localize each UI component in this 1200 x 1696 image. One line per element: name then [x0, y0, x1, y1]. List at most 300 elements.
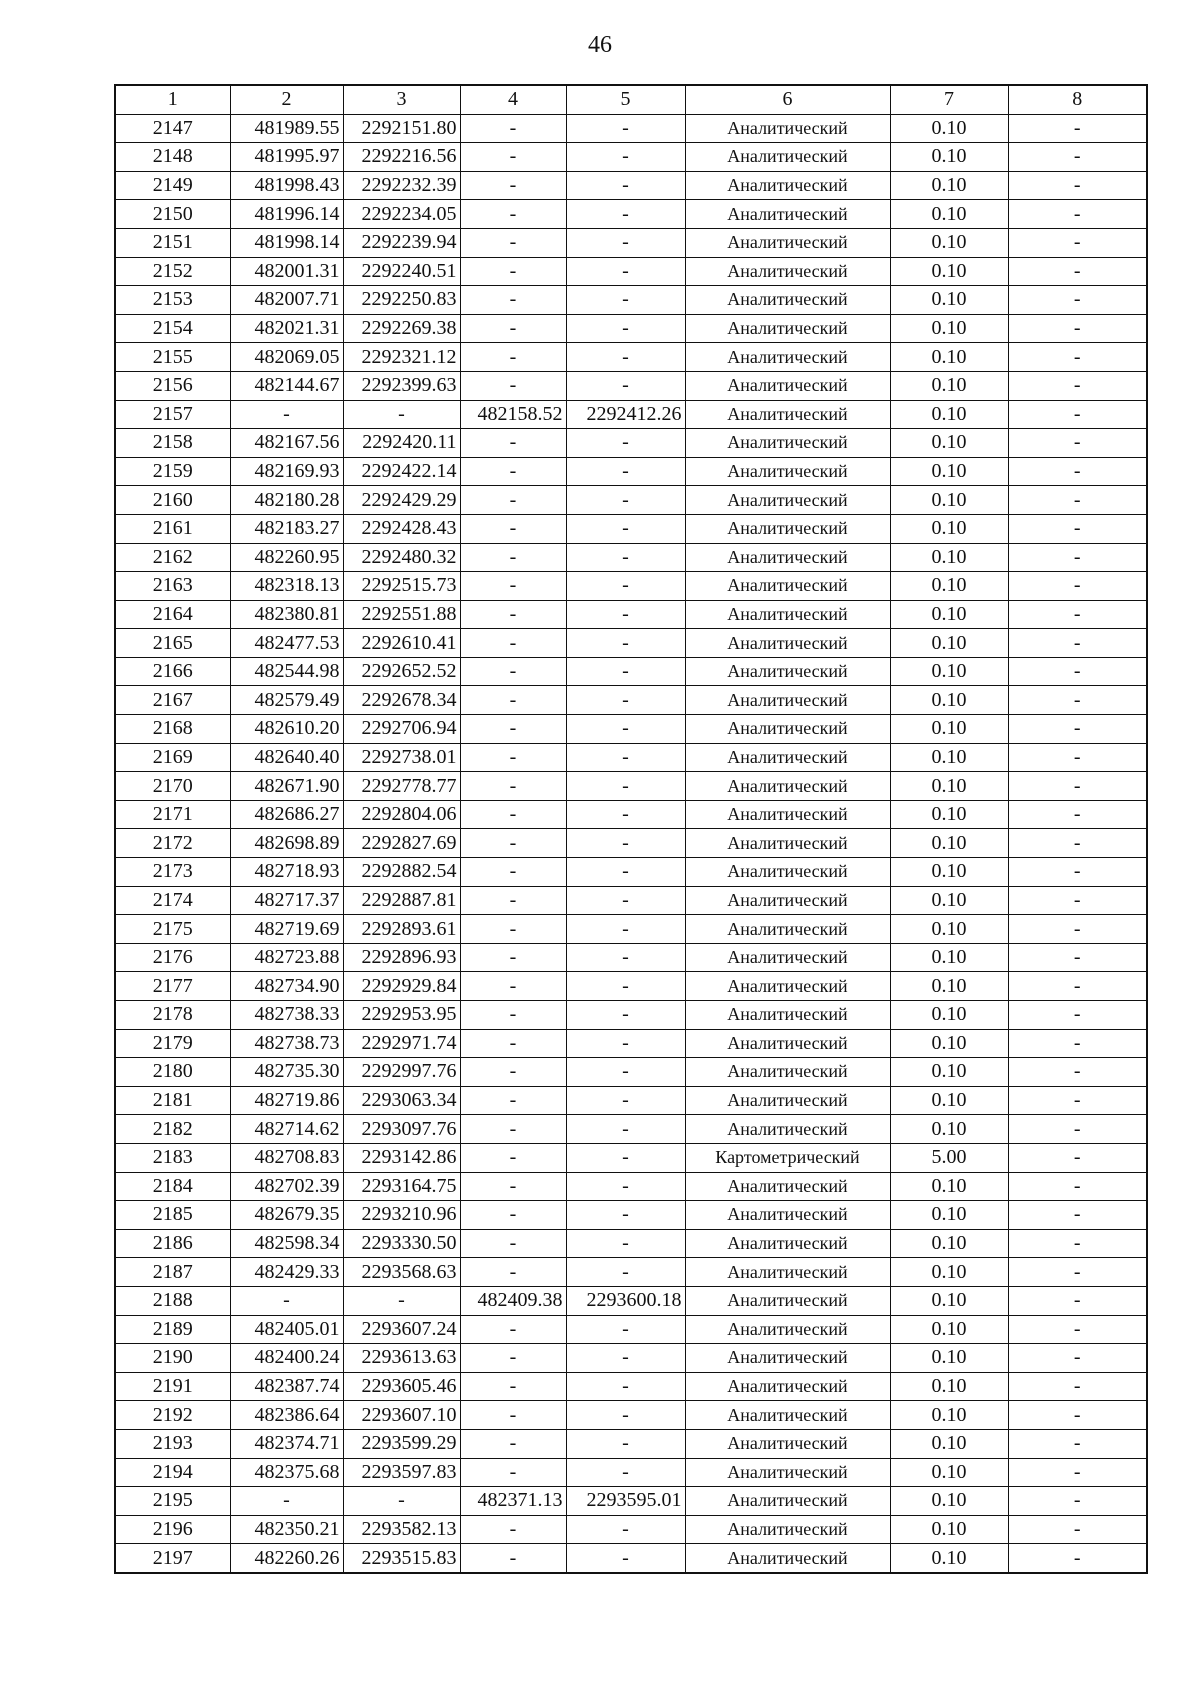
x-coordinate-cell: 482719.86 — [230, 1086, 343, 1115]
point-number-cell: 2180 — [115, 1058, 230, 1087]
point-number-cell: 2164 — [115, 600, 230, 629]
description-cell: - — [1008, 343, 1147, 372]
x-coordinate-cell: 482180.28 — [230, 486, 343, 515]
method-cell: Аналитический — [685, 1487, 890, 1516]
x-new-cell: - — [460, 200, 566, 229]
method-cell: Аналитический — [685, 1429, 890, 1458]
y-coordinate-cell: 2292678.34 — [343, 686, 460, 715]
accuracy-cell: 0.10 — [890, 228, 1008, 257]
x-new-cell: - — [460, 314, 566, 343]
y-coordinate-cell: 2292480.32 — [343, 543, 460, 572]
y-coordinate-cell: 2292551.88 — [343, 600, 460, 629]
table-row — [115, 1172, 1147, 1201]
x-new-cell: - — [460, 829, 566, 858]
x-new-cell: - — [460, 1086, 566, 1115]
description-cell: - — [1008, 1315, 1147, 1344]
y-new-cell: - — [566, 858, 685, 887]
y-new-cell: - — [566, 657, 685, 686]
method-cell: Аналитический — [685, 1001, 890, 1030]
y-coordinate-cell: - — [343, 1286, 460, 1315]
y-coordinate-cell: 2292887.81 — [343, 886, 460, 915]
method-cell: Аналитический — [685, 486, 890, 515]
y-coordinate-cell: 2292971.74 — [343, 1029, 460, 1058]
x-coordinate-cell: 482579.49 — [230, 686, 343, 715]
x-new-cell: - — [460, 629, 566, 658]
accuracy-cell: 0.10 — [890, 858, 1008, 887]
method-cell: Аналитический — [685, 1344, 890, 1373]
y-coordinate-cell: 2292953.95 — [343, 1001, 460, 1030]
table-row — [115, 1029, 1147, 1058]
x-coordinate-cell: 482169.93 — [230, 457, 343, 486]
y-coordinate-cell: 2293568.63 — [343, 1258, 460, 1287]
description-cell: - — [1008, 1344, 1147, 1373]
table-row — [115, 772, 1147, 801]
accuracy-cell: 0.10 — [890, 543, 1008, 572]
description-cell: - — [1008, 600, 1147, 629]
method-cell: Аналитический — [685, 800, 890, 829]
x-new-cell: - — [460, 1401, 566, 1430]
y-coordinate-cell: 2292706.94 — [343, 715, 460, 744]
y-coordinate-cell: 2292429.29 — [343, 486, 460, 515]
method-cell: Аналитический — [685, 1401, 890, 1430]
coordinates-table — [114, 84, 1148, 1574]
point-number-cell: 2188 — [115, 1286, 230, 1315]
y-coordinate-cell: 2292239.94 — [343, 228, 460, 257]
y-new-cell: - — [566, 972, 685, 1001]
method-cell: Аналитический — [685, 1315, 890, 1344]
method-cell: Аналитический — [685, 943, 890, 972]
table-row — [115, 400, 1147, 429]
page-number: 46 — [588, 32, 612, 58]
y-coordinate-cell: 2293330.50 — [343, 1229, 460, 1258]
x-coordinate-cell: 482698.89 — [230, 829, 343, 858]
table-row — [115, 200, 1147, 229]
table-row — [115, 171, 1147, 200]
x-new-cell: - — [460, 800, 566, 829]
x-coordinate-cell: 482598.34 — [230, 1229, 343, 1258]
y-coordinate-cell: 2293515.83 — [343, 1544, 460, 1573]
x-new-cell: - — [460, 772, 566, 801]
method-cell: Аналитический — [685, 829, 890, 858]
y-new-cell: - — [566, 686, 685, 715]
description-cell: - — [1008, 1115, 1147, 1144]
x-coordinate-cell: 482610.20 — [230, 715, 343, 744]
point-number-cell: 2196 — [115, 1515, 230, 1544]
table-row — [115, 1058, 1147, 1087]
x-coordinate-cell: 482429.33 — [230, 1258, 343, 1287]
method-cell: Аналитический — [685, 1458, 890, 1487]
table-row — [115, 1429, 1147, 1458]
column-header: 3 — [343, 85, 460, 114]
description-cell: - — [1008, 572, 1147, 601]
point-number-cell: 2171 — [115, 800, 230, 829]
x-new-cell: - — [460, 1429, 566, 1458]
y-new-cell: - — [566, 486, 685, 515]
x-new-cell: - — [460, 143, 566, 172]
accuracy-cell: 0.10 — [890, 1058, 1008, 1087]
x-new-cell: - — [460, 686, 566, 715]
table-row — [115, 1458, 1147, 1487]
description-cell: - — [1008, 629, 1147, 658]
accuracy-cell: 0.10 — [890, 1372, 1008, 1401]
x-new-cell: - — [460, 1058, 566, 1087]
table-row — [115, 800, 1147, 829]
table-row — [115, 314, 1147, 343]
x-coordinate-cell: 482738.73 — [230, 1029, 343, 1058]
x-new-cell: - — [460, 1172, 566, 1201]
y-new-cell: - — [566, 143, 685, 172]
point-number-cell: 2174 — [115, 886, 230, 915]
point-number-cell: 2186 — [115, 1229, 230, 1258]
description-cell: - — [1008, 486, 1147, 515]
description-cell: - — [1008, 972, 1147, 1001]
x-coordinate-cell: - — [230, 1487, 343, 1516]
method-cell: Аналитический — [685, 886, 890, 915]
x-new-cell: - — [460, 1315, 566, 1344]
accuracy-cell: 0.10 — [890, 371, 1008, 400]
table-row — [115, 686, 1147, 715]
accuracy-cell: 0.10 — [890, 257, 1008, 286]
method-cell: Аналитический — [685, 286, 890, 315]
accuracy-cell: 0.10 — [890, 657, 1008, 686]
x-new-cell: - — [460, 886, 566, 915]
point-number-cell: 2185 — [115, 1201, 230, 1230]
description-cell: - — [1008, 314, 1147, 343]
x-coordinate-cell: 482671.90 — [230, 772, 343, 801]
table-row — [115, 858, 1147, 887]
x-new-cell: - — [460, 257, 566, 286]
accuracy-cell: 0.10 — [890, 400, 1008, 429]
x-new-cell: - — [460, 715, 566, 744]
y-new-cell: - — [566, 228, 685, 257]
point-number-cell: 2157 — [115, 400, 230, 429]
accuracy-cell: 0.10 — [890, 1115, 1008, 1144]
description-cell: - — [1008, 143, 1147, 172]
y-new-cell: - — [566, 1143, 685, 1172]
y-new-cell: - — [566, 286, 685, 315]
accuracy-cell: 0.10 — [890, 343, 1008, 372]
point-number-cell: 2154 — [115, 314, 230, 343]
y-coordinate-cell: 2293613.63 — [343, 1344, 460, 1373]
x-coordinate-cell: 482734.90 — [230, 972, 343, 1001]
table-body — [115, 114, 1147, 1573]
y-coordinate-cell: 2292893.61 — [343, 915, 460, 944]
accuracy-cell: 0.10 — [890, 972, 1008, 1001]
accuracy-cell: 0.10 — [890, 1401, 1008, 1430]
accuracy-cell: 0.10 — [890, 1258, 1008, 1287]
accuracy-cell: 0.10 — [890, 1086, 1008, 1115]
table-row — [115, 1115, 1147, 1144]
point-number-cell: 2166 — [115, 657, 230, 686]
table-row — [115, 1143, 1147, 1172]
x-new-cell: - — [460, 572, 566, 601]
x-new-cell: - — [460, 286, 566, 315]
accuracy-cell: 0.10 — [890, 1286, 1008, 1315]
method-cell: Аналитический — [685, 1544, 890, 1573]
table-row — [115, 228, 1147, 257]
x-new-cell: - — [460, 1115, 566, 1144]
point-number-cell: 2183 — [115, 1143, 230, 1172]
y-coordinate-cell: 2292804.06 — [343, 800, 460, 829]
table-row — [115, 886, 1147, 915]
column-header: 8 — [1008, 85, 1147, 114]
y-coordinate-cell: 2292428.43 — [343, 514, 460, 543]
point-number-cell: 2176 — [115, 943, 230, 972]
point-number-cell: 2161 — [115, 514, 230, 543]
accuracy-cell: 0.10 — [890, 800, 1008, 829]
y-coordinate-cell: 2292422.14 — [343, 457, 460, 486]
y-coordinate-cell: 2292929.84 — [343, 972, 460, 1001]
y-coordinate-cell: 2293164.75 — [343, 1172, 460, 1201]
x-new-cell: - — [460, 171, 566, 200]
description-cell: - — [1008, 1515, 1147, 1544]
point-number-cell: 2155 — [115, 343, 230, 372]
method-cell: Аналитический — [685, 228, 890, 257]
point-number-cell: 2158 — [115, 429, 230, 458]
table-row — [115, 600, 1147, 629]
method-cell: Аналитический — [685, 343, 890, 372]
description-cell: - — [1008, 1229, 1147, 1258]
point-number-cell: 2182 — [115, 1115, 230, 1144]
x-new-cell: - — [460, 600, 566, 629]
accuracy-cell: 0.10 — [890, 1458, 1008, 1487]
y-new-cell: - — [566, 1344, 685, 1373]
description-cell: - — [1008, 915, 1147, 944]
method-cell: Аналитический — [685, 371, 890, 400]
accuracy-cell: 0.10 — [890, 715, 1008, 744]
point-number-cell: 2170 — [115, 772, 230, 801]
y-new-cell: - — [566, 743, 685, 772]
y-new-cell: - — [566, 1372, 685, 1401]
method-cell: Аналитический — [685, 400, 890, 429]
x-new-cell: 482371.13 — [460, 1487, 566, 1516]
y-coordinate-cell: 2292738.01 — [343, 743, 460, 772]
table-row — [115, 972, 1147, 1001]
point-number-cell: 2172 — [115, 829, 230, 858]
table-row — [115, 257, 1147, 286]
column-header: 6 — [685, 85, 890, 114]
y-new-cell: 2292412.26 — [566, 400, 685, 429]
x-coordinate-cell: 482405.01 — [230, 1315, 343, 1344]
x-new-cell: - — [460, 457, 566, 486]
table-row — [115, 486, 1147, 515]
description-cell: - — [1008, 800, 1147, 829]
x-new-cell: - — [460, 343, 566, 372]
accuracy-cell: 0.10 — [890, 486, 1008, 515]
y-new-cell: - — [566, 343, 685, 372]
y-new-cell: - — [566, 543, 685, 572]
point-number-cell: 2173 — [115, 858, 230, 887]
x-coordinate-cell: 482717.37 — [230, 886, 343, 915]
y-coordinate-cell: 2292896.93 — [343, 943, 460, 972]
y-new-cell: - — [566, 1429, 685, 1458]
method-cell: Аналитический — [685, 743, 890, 772]
column-header: 7 — [890, 85, 1008, 114]
description-cell: - — [1008, 1544, 1147, 1573]
method-cell: Аналитический — [685, 1029, 890, 1058]
point-number-cell: 2194 — [115, 1458, 230, 1487]
point-number-cell: 2152 — [115, 257, 230, 286]
point-number-cell: 2168 — [115, 715, 230, 744]
description-cell: - — [1008, 1401, 1147, 1430]
y-coordinate-cell: 2292882.54 — [343, 858, 460, 887]
y-coordinate-cell: 2292234.05 — [343, 200, 460, 229]
accuracy-cell: 0.10 — [890, 457, 1008, 486]
y-coordinate-cell: 2292997.76 — [343, 1058, 460, 1087]
method-cell: Аналитический — [685, 257, 890, 286]
accuracy-cell: 0.10 — [890, 915, 1008, 944]
x-new-cell: - — [460, 1458, 566, 1487]
x-coordinate-cell: 482640.40 — [230, 743, 343, 772]
y-new-cell: - — [566, 1201, 685, 1230]
y-coordinate-cell: 2293097.76 — [343, 1115, 460, 1144]
x-new-cell: - — [460, 114, 566, 143]
point-number-cell: 2187 — [115, 1258, 230, 1287]
method-cell: Аналитический — [685, 457, 890, 486]
accuracy-cell: 0.10 — [890, 514, 1008, 543]
method-cell: Аналитический — [685, 629, 890, 658]
x-new-cell: - — [460, 1229, 566, 1258]
y-new-cell: - — [566, 1258, 685, 1287]
x-new-cell: - — [460, 486, 566, 515]
point-number-cell: 2195 — [115, 1487, 230, 1516]
point-number-cell: 2151 — [115, 228, 230, 257]
y-new-cell: - — [566, 429, 685, 458]
point-number-cell: 2163 — [115, 572, 230, 601]
point-number-cell: 2169 — [115, 743, 230, 772]
x-coordinate-cell: 482679.35 — [230, 1201, 343, 1230]
point-number-cell: 2177 — [115, 972, 230, 1001]
x-coordinate-cell: 482400.24 — [230, 1344, 343, 1373]
table-row — [115, 1258, 1147, 1287]
method-cell: Аналитический — [685, 1115, 890, 1144]
accuracy-cell: 0.10 — [890, 1429, 1008, 1458]
y-coordinate-cell: - — [343, 400, 460, 429]
x-coordinate-cell: 482714.62 — [230, 1115, 343, 1144]
x-new-cell: - — [460, 657, 566, 686]
y-coordinate-cell: 2292151.80 — [343, 114, 460, 143]
method-cell: Аналитический — [685, 114, 890, 143]
accuracy-cell: 0.10 — [890, 600, 1008, 629]
method-cell: Аналитический — [685, 429, 890, 458]
accuracy-cell: 0.10 — [890, 686, 1008, 715]
description-cell: - — [1008, 257, 1147, 286]
y-new-cell: - — [566, 800, 685, 829]
y-coordinate-cell: 2292216.56 — [343, 143, 460, 172]
x-new-cell: - — [460, 858, 566, 887]
method-cell: Аналитический — [685, 1086, 890, 1115]
y-new-cell: - — [566, 772, 685, 801]
description-cell: - — [1008, 1201, 1147, 1230]
x-new-cell: 482409.38 — [460, 1286, 566, 1315]
x-coordinate-cell: 482386.64 — [230, 1401, 343, 1430]
x-new-cell: - — [460, 1515, 566, 1544]
point-number-cell: 2165 — [115, 629, 230, 658]
accuracy-cell: 0.10 — [890, 1487, 1008, 1516]
accuracy-cell: 0.10 — [890, 572, 1008, 601]
accuracy-cell: 0.10 — [890, 143, 1008, 172]
method-cell: Аналитический — [685, 715, 890, 744]
description-cell: - — [1008, 1458, 1147, 1487]
y-coordinate-cell: 2292420.11 — [343, 429, 460, 458]
accuracy-cell: 0.10 — [890, 829, 1008, 858]
x-coordinate-cell: 482318.13 — [230, 572, 343, 601]
y-coordinate-cell: 2293607.24 — [343, 1315, 460, 1344]
description-cell: - — [1008, 1029, 1147, 1058]
description-cell: - — [1008, 400, 1147, 429]
table-row — [115, 114, 1147, 143]
y-new-cell: 2293600.18 — [566, 1286, 685, 1315]
description-cell: - — [1008, 171, 1147, 200]
x-coordinate-cell: 481989.55 — [230, 114, 343, 143]
accuracy-cell: 0.10 — [890, 1344, 1008, 1373]
y-new-cell: - — [566, 1515, 685, 1544]
accuracy-cell: 0.10 — [890, 629, 1008, 658]
x-coordinate-cell: 482350.21 — [230, 1515, 343, 1544]
x-coordinate-cell: 481996.14 — [230, 200, 343, 229]
table-row — [115, 1515, 1147, 1544]
table-row — [115, 1401, 1147, 1430]
y-new-cell: - — [566, 1544, 685, 1573]
x-coordinate-cell: 482183.27 — [230, 514, 343, 543]
x-coordinate-cell: 482686.27 — [230, 800, 343, 829]
description-cell: - — [1008, 686, 1147, 715]
x-new-cell: - — [460, 1344, 566, 1373]
x-new-cell: - — [460, 972, 566, 1001]
description-cell: - — [1008, 286, 1147, 315]
table-row — [115, 429, 1147, 458]
method-cell: Аналитический — [685, 1258, 890, 1287]
accuracy-cell: 0.10 — [890, 743, 1008, 772]
column-header: 1 — [115, 85, 230, 114]
x-coordinate-cell: 481998.14 — [230, 228, 343, 257]
table-row — [115, 1315, 1147, 1344]
x-coordinate-cell: 482144.67 — [230, 371, 343, 400]
x-coordinate-cell: 482380.81 — [230, 600, 343, 629]
accuracy-cell: 0.10 — [890, 1201, 1008, 1230]
x-new-cell: - — [460, 743, 566, 772]
description-cell: - — [1008, 371, 1147, 400]
table-row — [115, 1372, 1147, 1401]
x-coordinate-cell: 482001.31 — [230, 257, 343, 286]
description-cell: - — [1008, 114, 1147, 143]
point-number-cell: 2167 — [115, 686, 230, 715]
x-coordinate-cell: 482477.53 — [230, 629, 343, 658]
table-row — [115, 743, 1147, 772]
table-row — [115, 572, 1147, 601]
method-cell: Аналитический — [685, 143, 890, 172]
x-new-cell: - — [460, 429, 566, 458]
table-row — [115, 1201, 1147, 1230]
y-new-cell: - — [566, 114, 685, 143]
x-new-cell: - — [460, 1201, 566, 1230]
y-new-cell: - — [566, 1029, 685, 1058]
method-cell: Аналитический — [685, 543, 890, 572]
point-number-cell: 2191 — [115, 1372, 230, 1401]
point-number-cell: 2156 — [115, 371, 230, 400]
description-cell: - — [1008, 858, 1147, 887]
x-coordinate-cell: 482735.30 — [230, 1058, 343, 1087]
description-cell: - — [1008, 1086, 1147, 1115]
y-coordinate-cell: 2293142.86 — [343, 1143, 460, 1172]
description-cell: - — [1008, 200, 1147, 229]
point-number-cell: 2148 — [115, 143, 230, 172]
y-new-cell: - — [566, 1086, 685, 1115]
table-row — [115, 1487, 1147, 1516]
accuracy-cell: 0.10 — [890, 772, 1008, 801]
y-coordinate-cell: 2293063.34 — [343, 1086, 460, 1115]
point-number-cell: 2147 — [115, 114, 230, 143]
